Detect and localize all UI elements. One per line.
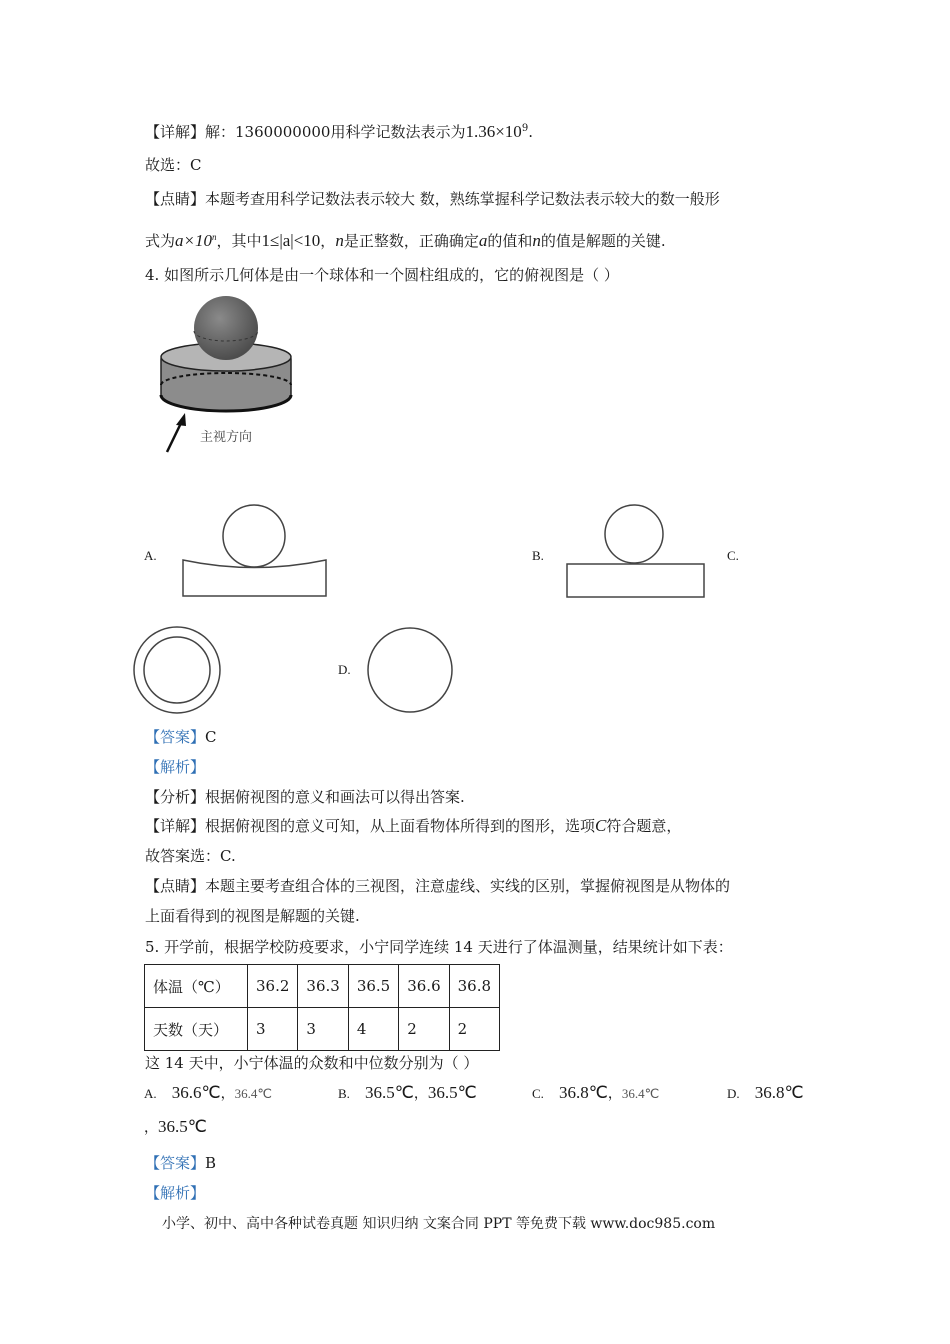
table-cell: 2 (449, 1008, 499, 1051)
option-b-figure[interactable] (565, 503, 707, 599)
table-cell: 3 (298, 1008, 348, 1051)
var-a: a (478, 231, 488, 250)
detail-label: 【详解】解： (145, 123, 236, 141)
option-value: 36.5℃ (365, 1083, 414, 1102)
q5-analysis-tag: 【解析】 (145, 1184, 206, 1202)
option-a[interactable] (144, 1083, 272, 1103)
separator: ， (607, 1086, 622, 1102)
option-value: 36.6℃ (171, 1083, 221, 1102)
q4-answer (145, 726, 217, 748)
option-value: 36.5℃ (427, 1083, 477, 1102)
general-form: a×10 (175, 231, 212, 250)
separator: ， (413, 1086, 428, 1102)
view-direction-label: 主视方向 (200, 430, 253, 445)
big-number: 1360000000 (235, 123, 331, 141)
text: 式为 (145, 232, 176, 250)
text: 【详解】根据俯视图的意义可知，从上面看物体所得到的图形，选项 (145, 817, 596, 835)
option-a-label[interactable]: A. (144, 548, 157, 563)
var-n: n (532, 231, 541, 250)
detail-text: 用科学记数法表示为 (330, 123, 466, 141)
option-label: A. (144, 1086, 157, 1101)
question-5-question: 这 14 天中，小宁体温的众数和中位数分别为（ ） (145, 1054, 479, 1072)
separator: ， (144, 1120, 158, 1136)
option-d-continued (144, 1117, 207, 1137)
comment-line-2 (145, 226, 666, 252)
option-c-label[interactable]: C. (727, 548, 739, 563)
text: 的值和 (487, 232, 533, 250)
option-d-figure[interactable] (366, 626, 456, 716)
question-4-stem: 4. 如图所示几何体是由一个球体和一个圆柱组成的，它的俯视图是（ ） (145, 266, 619, 284)
table-cell: 36.8 (449, 965, 499, 1008)
option-c[interactable] (532, 1083, 659, 1103)
q4-comment-1: 【点睛】本题主要考查组合体的三视图，注意虚线、实线的区别，掌握俯视图是从物体的 (145, 877, 731, 895)
table-cell: 3 (248, 1008, 298, 1051)
choose-line: 故选：C (145, 156, 202, 174)
q5-answer (145, 1152, 216, 1174)
var-n: n (335, 231, 344, 250)
option-d[interactable] (727, 1083, 804, 1103)
option-label: C. (532, 1086, 544, 1101)
sci-exponent: 9 (521, 123, 529, 134)
condition: 1≤|a|<10 (261, 231, 321, 250)
option-value: 36.8℃ (754, 1083, 804, 1102)
text: ，其中 (216, 232, 262, 250)
separator: ， (220, 1086, 235, 1102)
table-cell: 体温（℃） (145, 965, 248, 1008)
option-value: 36.8℃ (559, 1083, 608, 1102)
q4-comment-2: 上面看得到的视图是解题的关键. (145, 907, 360, 925)
sci-notation: 1.36×10 (465, 122, 522, 141)
detail-line (145, 118, 533, 143)
q4-analysis-tag: 【解析】 (145, 758, 206, 776)
q4-xiangjie (145, 815, 681, 837)
answer-value: C (205, 728, 217, 746)
table-row (145, 965, 500, 1008)
answer-tag: 【答案】 (145, 728, 206, 746)
table-row (145, 1008, 500, 1051)
option-b-label[interactable]: B. (532, 548, 544, 563)
table-cell: 4 (348, 1008, 398, 1051)
table-cell: 天数（天） (145, 1008, 248, 1051)
table-cell: 36.6 (399, 965, 449, 1008)
option-label: D. (727, 1086, 740, 1101)
question-5-stem: 5. 开学前，根据学校防疫要求，小宁同学连续 14 天进行了体温测量，结果统计如下表： (145, 938, 733, 956)
text: ， (320, 232, 336, 250)
option-d-label[interactable]: D. (338, 662, 351, 677)
table-cell: 36.3 (298, 965, 348, 1008)
table-cell: 36.5 (348, 965, 398, 1008)
option-a-figure[interactable] (180, 505, 330, 599)
option-c-ref: C (595, 816, 607, 835)
page-footer: 小学、初中、高中各种试卷真题 知识归纳 文案合同 PPT 等免费下载 www.doc985.com (162, 1216, 716, 1232)
comment-line-1: 【点睛】本题考查用科学记数法表示较大 数，熟练掌握科学记数法表示较大的数一般形 (145, 190, 720, 208)
text: 是正整数，正确确定 (343, 232, 479, 250)
option-value: 36.5℃ (158, 1117, 207, 1136)
table-cell: 36.2 (248, 965, 298, 1008)
option-b[interactable] (338, 1083, 477, 1103)
answer-tag: 【答案】 (145, 1154, 206, 1172)
table-cell: 2 (399, 1008, 449, 1051)
temperature-table (144, 964, 500, 1051)
option-c-figure[interactable] (118, 626, 238, 716)
answer-value: B (205, 1154, 217, 1172)
option-value: 36.4℃ (234, 1086, 272, 1101)
option-label: B. (338, 1086, 350, 1101)
form-exponent: n (212, 232, 217, 242)
period: . (528, 123, 533, 141)
option-value: 36.4℃ (621, 1086, 660, 1101)
text: 符合题意， (606, 817, 682, 835)
q4-conclusion: 故答案选：C. (145, 847, 236, 865)
text: 的值是解题的关键. (540, 232, 666, 250)
q4-fenxi: 【分析】根据俯视图的意义和画法可以得出答案. (145, 788, 465, 806)
